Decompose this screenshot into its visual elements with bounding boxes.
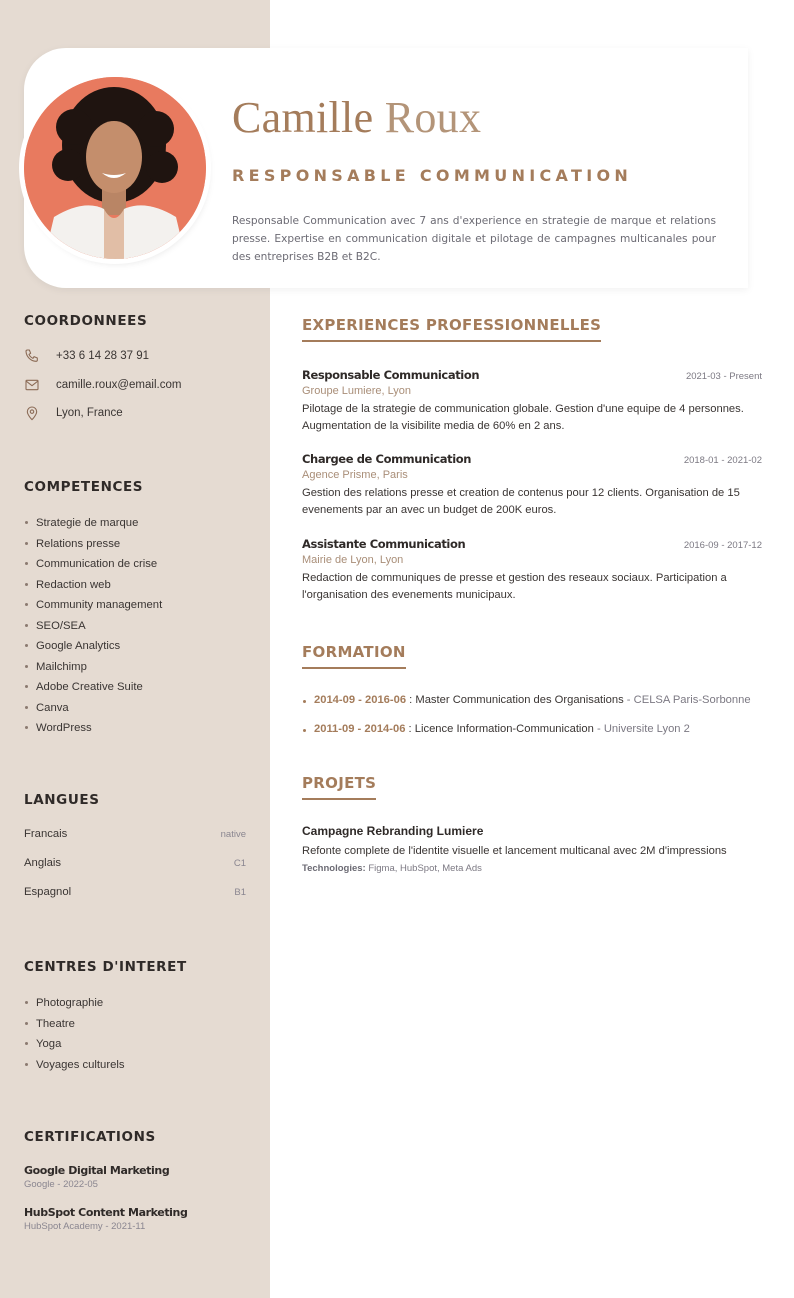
languages-title: LANGUES bbox=[24, 792, 100, 808]
project-name: Campagne Rebranding Lumiere bbox=[302, 824, 484, 838]
language-name: Espagnol bbox=[24, 886, 72, 898]
skill-item: Strategie de marque bbox=[24, 515, 246, 536]
email-value: camille.roux@email.com bbox=[56, 379, 182, 391]
contact-section bbox=[24, 313, 246, 433]
location-value: Lyon, France bbox=[56, 407, 123, 419]
first-name: Camille bbox=[232, 93, 374, 142]
skill-item: Redaction web bbox=[24, 577, 246, 598]
experience-dates: 2018-01 - 2021-02 bbox=[683, 455, 762, 466]
skill-item: Relations presse bbox=[24, 536, 246, 557]
experience-item bbox=[302, 368, 762, 435]
skill-item: SEO/SEA bbox=[24, 618, 246, 639]
experience-dates: 2016-09 - 2017-12 bbox=[683, 540, 762, 551]
education-title: FORMATION bbox=[302, 643, 406, 669]
skills-list bbox=[24, 515, 246, 741]
experience-description: Redaction de communiques de presse et gestion des reseaux sociaux. Participation a l'organisation des evenements municipaux. bbox=[302, 572, 727, 601]
candidate-name bbox=[232, 94, 481, 142]
education-degree: Master Communication des Organisations bbox=[415, 694, 624, 706]
skill-item: Adobe Creative Suite bbox=[24, 679, 246, 700]
interests-section bbox=[24, 959, 246, 1077]
last-name: Roux bbox=[384, 93, 482, 142]
skill-item: Mailchimp bbox=[24, 659, 246, 680]
experience-item bbox=[302, 537, 762, 604]
education-dates: 2014-09 - 2016-06 bbox=[314, 694, 407, 706]
project-description: Refonte complete de l'identite visuelle et lancement multicanal avec 2M d'impressions bbox=[302, 845, 727, 857]
profile-summary: Responsable Communication avec 7 ans d'experience en strategie de marque et relations presse. Expertise en communication digitale et pilotage de campagnes multicanales pour des entreprises B2B et B2C. bbox=[232, 215, 716, 263]
skills-title: COMPETENCES bbox=[24, 479, 144, 495]
projects-section bbox=[302, 774, 762, 874]
projects-title: PROJETS bbox=[302, 774, 376, 800]
experience-company: Mairie de Lyon, Lyon bbox=[302, 554, 404, 566]
skill-item: Community management bbox=[24, 597, 246, 618]
mail-icon bbox=[24, 377, 40, 393]
certifications-title: CERTIFICATIONS bbox=[24, 1129, 156, 1145]
education-section bbox=[302, 643, 762, 743]
certification-name: HubSpot Content Marketing bbox=[24, 1206, 188, 1219]
interest-item: Photographie bbox=[24, 995, 246, 1016]
language-row bbox=[24, 886, 246, 898]
certification-name: Google Digital Marketing bbox=[24, 1164, 170, 1177]
experience-dates: 2021-03 - Present bbox=[685, 371, 762, 382]
experience-item bbox=[302, 452, 762, 519]
experience-description: Gestion des relations presse et creation de contenus pour 12 clients. Organisation de 15 evenements par an avec un budget de 200K euros. bbox=[302, 487, 740, 516]
experience-role: Chargee de Communication bbox=[302, 452, 472, 466]
experience-title: EXPERIENCES PROFESSIONNELLES bbox=[302, 316, 601, 342]
separator: - bbox=[593, 723, 604, 735]
skills-section bbox=[24, 479, 246, 741]
experience-role: Assistante Communication bbox=[302, 537, 466, 551]
project-item bbox=[302, 824, 762, 874]
skill-item: Google Analytics bbox=[24, 638, 246, 659]
education-item bbox=[302, 723, 690, 735]
education-school: CELSA Paris-Sorbonne bbox=[633, 694, 751, 706]
portrait-illustration-icon bbox=[24, 77, 206, 259]
education-degree: Licence Information-Communication bbox=[414, 723, 594, 735]
phone-icon bbox=[24, 348, 40, 364]
interest-item: Voyages culturels bbox=[24, 1057, 246, 1078]
experience-company: Agence Prisme, Paris bbox=[302, 469, 408, 481]
phone-value: +33 6 14 28 37 91 bbox=[56, 350, 150, 362]
experience-section bbox=[302, 316, 762, 616]
contact-location bbox=[24, 404, 123, 422]
certifications-section bbox=[24, 1129, 246, 1232]
location-pin-icon bbox=[24, 405, 40, 421]
certification-item bbox=[24, 1206, 246, 1232]
interests-list bbox=[24, 995, 246, 1077]
contact-title: COORDONNEES bbox=[24, 313, 148, 329]
language-level: C1 bbox=[233, 858, 246, 869]
skill-item: WordPress bbox=[24, 720, 246, 741]
contact-phone[interactable] bbox=[24, 347, 149, 365]
separator: - bbox=[623, 694, 634, 706]
language-row bbox=[24, 828, 246, 840]
languages-section bbox=[24, 792, 246, 912]
experience-description: Pilotage de la strategie de communication globale. Gestion d'une equipe de 4 personnes. Augmentation de la visibilite media de 60% en 2 ans. bbox=[302, 403, 744, 432]
certification-meta: HubSpot Academy - 2021-11 bbox=[24, 1221, 146, 1232]
separator: : bbox=[406, 694, 416, 706]
technologies-value: Figma, HubSpot, Meta Ads bbox=[365, 863, 482, 874]
experience-role: Responsable Communication bbox=[302, 368, 480, 382]
experience-company: Groupe Lumiere, Lyon bbox=[302, 385, 412, 397]
language-level: B1 bbox=[234, 887, 246, 898]
language-name: Francais bbox=[24, 828, 68, 840]
education-item bbox=[302, 694, 751, 706]
technologies-label: Technologies: bbox=[302, 863, 366, 874]
profile-photo bbox=[24, 77, 206, 259]
education-dates: 2011-09 - 2014-06 bbox=[314, 723, 406, 735]
certification-item bbox=[24, 1164, 246, 1190]
interest-item: Yoga bbox=[24, 1036, 246, 1057]
education-school: Universite Lyon 2 bbox=[603, 723, 690, 735]
skill-item: Communication de crise bbox=[24, 556, 246, 577]
contact-email[interactable] bbox=[24, 376, 181, 394]
project-technologies bbox=[302, 863, 762, 874]
interests-title: CENTRES D'INTERET bbox=[24, 959, 187, 975]
job-title: RESPONSABLE COMMUNICATION bbox=[232, 166, 633, 185]
header-card bbox=[24, 48, 748, 288]
language-level: native bbox=[220, 829, 246, 840]
language-name: Anglais bbox=[24, 857, 62, 869]
certification-meta: Google - 2022-05 bbox=[24, 1179, 98, 1190]
separator: : bbox=[405, 723, 415, 735]
interest-item: Theatre bbox=[24, 1016, 246, 1037]
language-row bbox=[24, 857, 246, 869]
skill-item: Canva bbox=[24, 700, 246, 721]
